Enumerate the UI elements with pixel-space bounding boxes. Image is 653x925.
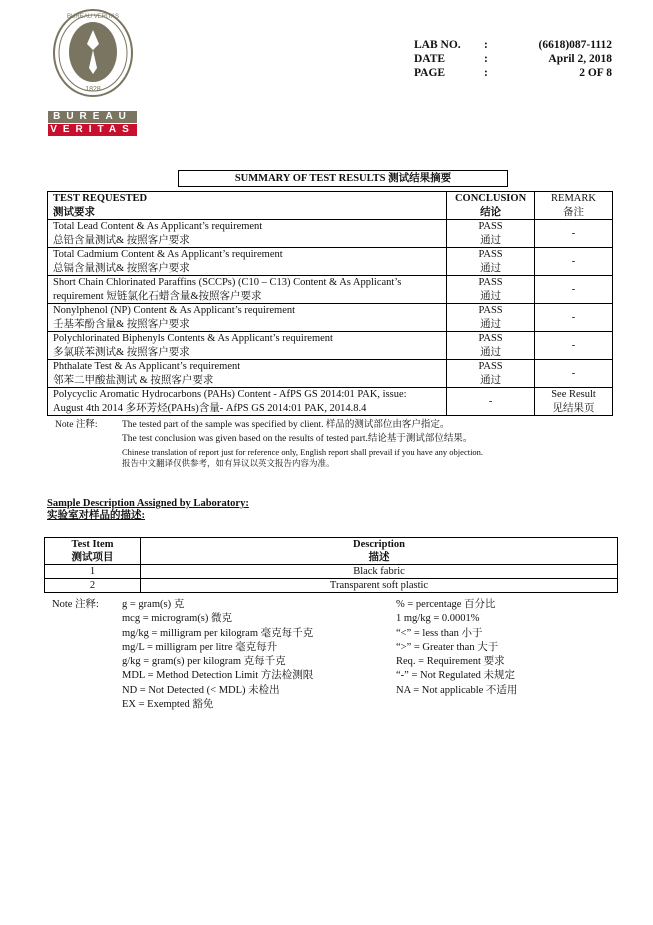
note-line: Chinese translation of report just for reference only, English report shall prevail if you have any objection. [122,447,484,457]
svg-text:1828: 1828 [85,86,101,93]
table-row [48,388,613,416]
label: DATE [414,53,446,65]
abbr-item: mg/kg = milligram per kilogram 毫克每千克 [122,627,314,639]
text: Polychlorinated Biphenyls Contents & As Applicant’s requirement [53,333,333,344]
table-row [48,304,613,332]
abbr-item: MDL = Method Detection Limit 方法检测限 [122,670,314,682]
table-row [48,220,613,248]
abbr-item: NA = Not applicable 不适用 [396,684,518,696]
text: requirement 短链氯化石蜡含量&按照客户要求 [53,290,262,302]
conclusion-cell [447,388,535,416]
table-header-row [45,538,618,565]
text: 总铅含量测试& 按照客户要求 [53,234,190,246]
sep: : [484,67,488,79]
logo-band-veritas: VERITAS [48,124,137,136]
table-row [48,332,613,360]
text: 结论 [480,206,502,218]
text: Short Chain Chlorinated Paraffins (SCCPs) (C10 – C13) Content & As Applicant’s [53,277,402,288]
text: 通过 [480,346,502,358]
text: - [488,395,493,407]
abbr-item: g/kg = gram(s) per kilogram 克每千克 [122,656,286,668]
text: 实验室对样品的描述: [47,510,145,521]
table-row [45,579,618,593]
abbr-item: ND = Not Detected (< MDL) 未检出 [122,684,280,696]
text: Test Item [71,539,114,550]
test-cell [48,304,447,332]
text: CONCLUSION [454,193,527,204]
sep: : [484,53,488,65]
header-description [141,538,618,565]
remark-cell [535,388,613,416]
page-value: 2 OF 8 [579,67,612,79]
remark-cell [535,248,613,276]
test-cell [48,332,447,360]
text: 见结果页 [552,402,595,414]
text: TEST REQUESTED [53,193,148,204]
text: 通过 [480,290,502,302]
text: See Result [551,389,596,400]
table-row [45,565,618,579]
table-header-row [48,192,613,220]
text: 备注 [563,206,585,218]
text: Description [353,539,405,550]
text: PASS [478,305,503,316]
text: REMARK [551,193,596,204]
header-conclusion [447,192,535,220]
lab-no-value: (6618)087-1112 [538,39,612,51]
conclusion-cell [447,304,535,332]
test-cell [48,276,447,304]
text: - [571,227,576,239]
abbr-label: Note 注释: [52,599,99,610]
item-cell: 1 [45,565,141,579]
abbr-item: EX = Exempted 豁免 [122,699,214,711]
label: LAB NO. [414,39,461,51]
text: 测试项目 [71,552,114,563]
header-remark [535,192,613,220]
text: 描述 [368,552,390,563]
remark-cell [535,220,613,248]
test-cell [48,248,447,276]
logo-band-bureau: BUREAU [48,111,137,123]
desc-cell: Black fabric [141,565,618,579]
abbr-item: “<” = less than 小于 [396,627,483,639]
text: - [571,255,576,267]
remark-cell [535,276,613,304]
text: 通过 [480,374,502,386]
table-row [48,248,613,276]
sample-description-heading [47,498,249,522]
text: 通过 [480,318,502,330]
desc-cell: Transparent soft plastic [141,579,618,593]
text: 邻苯二甲酸盐测试 & 按照客户要求 [53,374,214,386]
abbr-item: 1 mg/kg = 0.0001% [396,613,480,625]
conclusion-cell [447,220,535,248]
abbr-right-column [396,598,517,698]
note-line: The test conclusion was given based on the results of tested part.结论基于测试部位结果。 [122,434,473,444]
abbr-item: g = gram(s) 克 [122,599,185,610]
notes-label: Note 注释: [55,420,98,430]
text: PASS [478,249,503,260]
svg-text:BUREAU VERITAS: BUREAU VERITAS [67,14,119,20]
text: PASS [478,361,503,372]
abbr-item: % = percentage 百分比 [396,599,496,610]
text: 壬基苯酚含量& 按照客户要求 [53,318,190,330]
abbr-item: mcg = microgram(s) 微克 [122,613,233,625]
label: PAGE [414,67,446,79]
abbr-item: mg/L = milligram per litre 毫克每升 [122,641,278,653]
date-row [414,52,612,66]
item-cell: 2 [45,579,141,593]
text: - [571,283,576,295]
remark-cell [535,332,613,360]
remark-cell [535,304,613,332]
abbr-left-column [122,598,313,712]
report-header-info [414,38,612,80]
test-cell [48,220,447,248]
remark-cell [535,360,613,388]
lab-no-row [414,38,612,52]
text: Sample Description Assigned by Laboratory: [47,498,249,509]
sample-table [44,537,618,593]
conclusion-cell [447,248,535,276]
text: Total Cadmium Content & As Applicant’s requirement [53,249,283,260]
text: PASS [478,333,503,344]
text: - [571,367,576,379]
text: Nonylphenol (NP) Content & As Applicant’s requirement [53,305,296,316]
conclusion-cell [447,360,535,388]
page-row [414,66,612,80]
bureau-veritas-seal-logo [52,8,134,98]
conclusion-cell [447,332,535,360]
test-cell [48,388,447,416]
text: PASS [478,277,503,288]
text: PASS [478,221,503,232]
text: Phthalate Test & As Applicant’s requirement [53,361,241,372]
header-test-item [45,538,141,565]
date-value: April 2, 2018 [548,53,612,65]
text: - [571,311,576,323]
text: 多氯联苯测试& 按照客户要求 [53,346,190,358]
abbr-item: Req. = Requirement 要求 [396,656,505,668]
text: 通过 [480,234,502,246]
note-line: 报告中文翻译仅供参考，如有异议以英文报告内容为准。 [122,458,335,468]
text: August 4th 2014 多环芳烃(PAHs)含量- AfPS GS 2014:01 PAK, 2014.8.4 [53,402,367,414]
note-line: The tested part of the sample was specified by client. 样品的测试部位由客户指定。 [122,420,450,430]
text: Total Lead Content & As Applicant’s requirement [53,221,263,232]
text: 通过 [480,262,502,274]
table-row [48,276,613,304]
text: - [571,339,576,351]
header-test [48,192,447,220]
summary-title: SUMMARY OF TEST RESULTS 测试结果摘要 [178,170,508,187]
text: 总镉含量测试& 按照客户要求 [53,262,190,274]
text: 测试要求 [53,206,95,218]
text: Polycyclic Aromatic Hydrocarbons (PAHs) Content - AfPS GS 2014:01 PAK, issue: [53,389,407,400]
conclusion-cell [447,276,535,304]
table-row [48,360,613,388]
test-cell [48,360,447,388]
abbr-item: “-” = Not Regulated 未规定 [396,670,516,682]
abbr-item: “>” = Greater than 大于 [396,641,499,653]
sep: : [484,39,488,51]
summary-table [47,191,613,416]
